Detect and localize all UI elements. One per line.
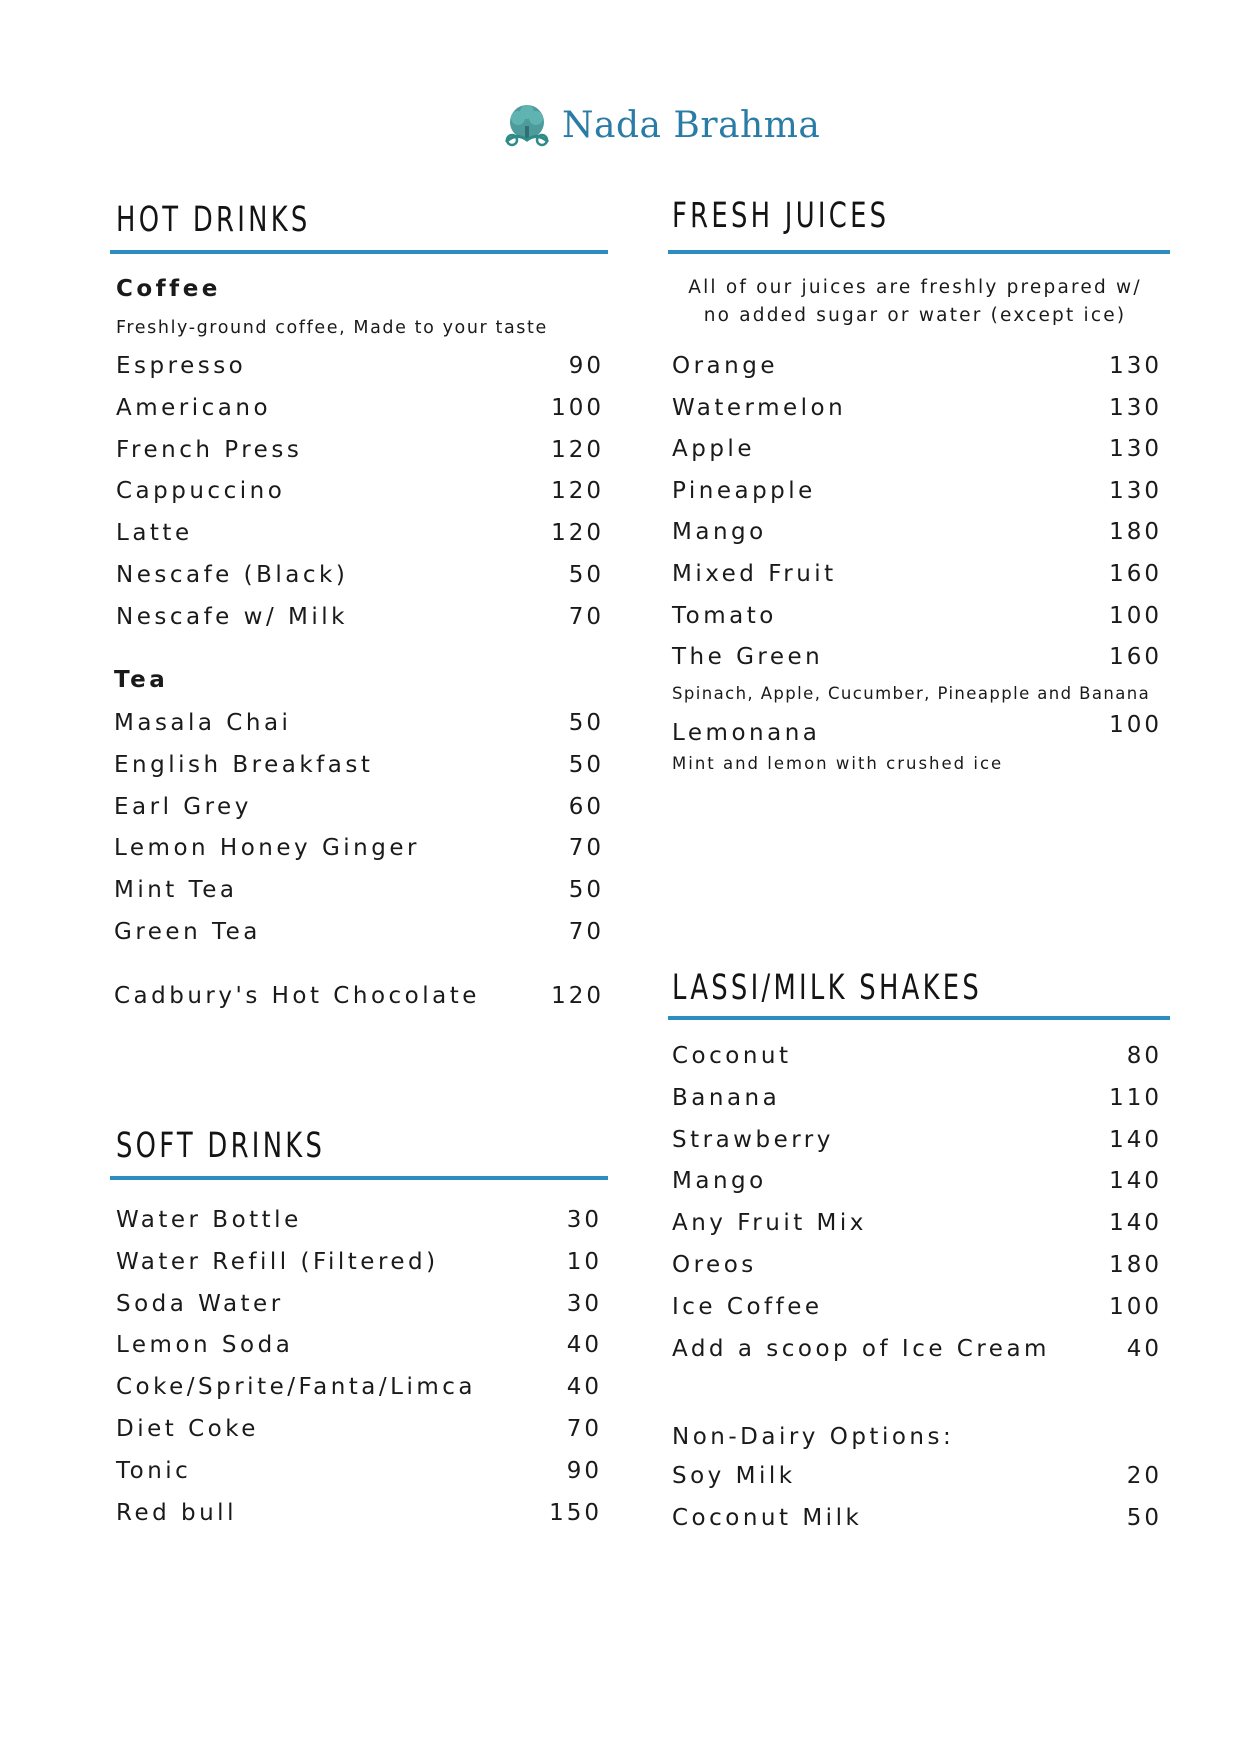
menu-item-name: Tonic bbox=[116, 1457, 192, 1484]
menu-item-row bbox=[116, 350, 604, 382]
menu-item-price: 130 bbox=[1109, 436, 1162, 463]
menu-item-row bbox=[114, 832, 604, 864]
menu-item-name: Any Fruit Mix bbox=[672, 1210, 867, 1237]
menu-item-name: Pineapple bbox=[672, 477, 816, 504]
non-dairy-heading: Non-Dairy Options: bbox=[672, 1424, 955, 1450]
menu-item-row bbox=[116, 1246, 602, 1278]
menu-item-row bbox=[116, 1204, 602, 1236]
menu-item-price: 140 bbox=[1109, 1126, 1162, 1153]
menu-item-row bbox=[672, 1124, 1162, 1156]
menu-item-name: Tomato bbox=[672, 602, 777, 629]
menu-item-name: Coconut bbox=[672, 1043, 792, 1069]
menu-item-name: The Green bbox=[672, 644, 824, 671]
hot-drinks-divider bbox=[110, 250, 608, 254]
menu-item-row bbox=[672, 1460, 1162, 1492]
menu-item-price: 90 bbox=[568, 353, 604, 379]
menu-item-row bbox=[116, 392, 604, 424]
menu-item-row bbox=[672, 1165, 1162, 1197]
menu-item-row bbox=[672, 392, 1162, 424]
menu-item-name: Diet Coke bbox=[116, 1416, 259, 1442]
menu-item-name: Espresso bbox=[116, 353, 247, 379]
menu-item-name: French Press bbox=[116, 436, 303, 463]
menu-item-name: Watermelon bbox=[672, 394, 847, 421]
menu-item-row bbox=[114, 916, 604, 948]
menu-item-row bbox=[672, 558, 1162, 590]
the-green-note: Spinach, Apple, Cucumber, Pineapple and Banana bbox=[672, 684, 1151, 703]
menu-item-row bbox=[672, 1040, 1162, 1072]
menu-item-price: 110 bbox=[1109, 1084, 1162, 1111]
menu-item-price: 70 bbox=[568, 919, 604, 945]
menu-item-price: 50 bbox=[568, 877, 604, 904]
menu-item-name: Strawberry bbox=[672, 1126, 834, 1153]
lemonana-note: Mint and lemon with crushed ice bbox=[672, 754, 1004, 773]
menu-item-name: Coconut Milk bbox=[672, 1504, 863, 1531]
menu-item-price: 100 bbox=[1109, 1293, 1162, 1320]
menu-item-price: 30 bbox=[566, 1290, 602, 1317]
menu-item-row bbox=[116, 1371, 602, 1403]
menu-item-name: Red bull bbox=[116, 1499, 237, 1526]
menu-item-name: Apple bbox=[672, 436, 755, 463]
menu-item-row bbox=[116, 1455, 602, 1487]
menu-item-price: 30 bbox=[566, 1207, 602, 1233]
menu-item-row bbox=[114, 749, 604, 781]
menu-item-price: 50 bbox=[568, 751, 604, 778]
hot-chocolate-row bbox=[114, 980, 604, 1012]
menu-item-price: 140 bbox=[1109, 1168, 1162, 1195]
menu-item-price: 90 bbox=[566, 1457, 602, 1484]
menu-item-price: 40 bbox=[1126, 1335, 1162, 1362]
menu-item-name: Soy Milk bbox=[672, 1463, 796, 1489]
menu-item-name: Cappuccino bbox=[116, 478, 286, 505]
menu-item-row bbox=[672, 433, 1162, 465]
menu-item-price: 70 bbox=[566, 1416, 602, 1442]
menu-item-name: Masala Chai bbox=[114, 710, 292, 736]
menu-item-row bbox=[116, 517, 604, 549]
menu-item-row bbox=[672, 1291, 1162, 1323]
menu-item-name: Green Tea bbox=[114, 919, 261, 945]
menu-item-price: 10 bbox=[566, 1248, 602, 1275]
menu-item-row bbox=[116, 1497, 602, 1529]
menu-item-row bbox=[672, 1207, 1162, 1239]
menu-item-name: Mango bbox=[672, 519, 767, 546]
menu-item-price: 160 bbox=[1109, 644, 1162, 671]
menu-item-row bbox=[116, 1288, 602, 1320]
menu-item-row bbox=[672, 1333, 1162, 1365]
menu-item-price: 120 bbox=[551, 436, 604, 463]
fresh-juices-title: FRESH JUICES bbox=[672, 196, 890, 236]
brand-name: Nada Brahma bbox=[562, 104, 821, 146]
menu-item-row bbox=[114, 791, 604, 823]
menu-item-row bbox=[672, 516, 1162, 548]
menu-item-price: 40 bbox=[566, 1332, 602, 1359]
menu-item-price: 150 bbox=[549, 1499, 602, 1526]
soft-drinks-divider bbox=[110, 1176, 608, 1180]
menu-item-name: Add a scoop of Ice Cream bbox=[672, 1335, 1050, 1362]
lassi-title: LASSI/MILK SHAKES bbox=[672, 968, 983, 1008]
menu-item-name: Latte bbox=[116, 520, 193, 547]
lassi-divider bbox=[668, 1016, 1170, 1020]
menu-item-name: Soda Water bbox=[116, 1290, 284, 1317]
menu-item-row bbox=[672, 475, 1162, 507]
menu-item-price: 130 bbox=[1109, 394, 1162, 421]
menu-item-name: Lemon Soda bbox=[116, 1332, 294, 1359]
menu-item-name: Water Bottle bbox=[116, 1207, 302, 1233]
tea-heading: Tea bbox=[114, 667, 169, 693]
menu-item-row bbox=[116, 559, 604, 591]
menu-item-row bbox=[114, 874, 604, 906]
menu-item-price: 60 bbox=[568, 793, 604, 820]
menu-item-name: Nescafe (Black) bbox=[116, 562, 349, 588]
coffee-note: Freshly-ground coffee, Made to your taste bbox=[116, 318, 548, 338]
brand-logo bbox=[498, 100, 820, 150]
menu-item-row bbox=[116, 434, 604, 466]
menu-item-price: 50 bbox=[568, 562, 604, 588]
menu-item-row bbox=[672, 641, 1162, 673]
menu-item-price: 180 bbox=[1109, 1252, 1162, 1278]
fresh-juices-divider bbox=[668, 250, 1170, 254]
menu-item-name: Lemonana bbox=[672, 720, 821, 746]
menu-item-row bbox=[672, 1082, 1162, 1114]
menu-item-name: Ice Coffee bbox=[672, 1293, 823, 1320]
menu-item-name: Oreos bbox=[672, 1252, 757, 1278]
menu-item-price: 160 bbox=[1109, 561, 1162, 587]
menu-item-name: Earl Grey bbox=[114, 793, 252, 820]
menu-item-name: Mixed Fruit bbox=[672, 561, 837, 587]
menu-item-price: 140 bbox=[1109, 1210, 1162, 1237]
menu-item-name: Mango bbox=[672, 1168, 767, 1195]
menu-item-price: 130 bbox=[1109, 353, 1162, 379]
menu-item-name: Americano bbox=[116, 394, 272, 421]
menu-item-row bbox=[114, 707, 604, 739]
menu-item-row bbox=[672, 1249, 1162, 1281]
menu-item-price: 50 bbox=[568, 710, 604, 736]
lemonana-row bbox=[672, 712, 1162, 744]
menu-item-name: Coke/Sprite/Fanta/Limca bbox=[116, 1374, 476, 1401]
soft-drinks-title: SOFT DRINKS bbox=[116, 1126, 326, 1166]
menu-item-row bbox=[116, 601, 604, 633]
menu-item-price: 100 bbox=[551, 394, 604, 421]
menu-item-name: English Breakfast bbox=[114, 751, 374, 778]
menu-item-price: 80 bbox=[1126, 1043, 1162, 1069]
menu-item-row bbox=[116, 1413, 602, 1445]
menu-item-row bbox=[116, 475, 604, 507]
menu-item-name: Water Refill (Filtered) bbox=[116, 1248, 439, 1275]
menu-item-price: 130 bbox=[1109, 477, 1162, 504]
menu-item-price: 120 bbox=[551, 520, 604, 547]
juices-intro: All of our juices are freshly prepared w/ no added sugar or water (except ice) bbox=[688, 277, 1142, 326]
menu-item-price: 70 bbox=[568, 835, 604, 862]
menu-item-name: Mint Tea bbox=[114, 877, 238, 904]
menu-item-price: 100 bbox=[1109, 712, 1162, 738]
menu-item-price: 120 bbox=[551, 983, 604, 1009]
menu-item-row bbox=[672, 600, 1162, 632]
hot-drinks-title: HOT DRINKS bbox=[116, 200, 311, 240]
menu-item-price: 50 bbox=[1126, 1504, 1162, 1531]
coffee-heading: Coffee bbox=[116, 276, 221, 302]
menu-item-price: 180 bbox=[1109, 519, 1162, 546]
menu-item-price: 20 bbox=[1126, 1463, 1162, 1489]
menu-item-row bbox=[672, 1502, 1162, 1534]
menu-item-name: Orange bbox=[672, 353, 778, 379]
menu-item-price: 40 bbox=[566, 1374, 602, 1401]
menu-item-name: Cadbury's Hot Chocolate bbox=[114, 983, 480, 1009]
tree-logo-icon bbox=[498, 102, 556, 148]
menu-item-row bbox=[116, 1329, 602, 1361]
menu-item-name: Lemon Honey Ginger bbox=[114, 835, 420, 862]
menu-item-row bbox=[672, 350, 1162, 382]
menu-item-price: 120 bbox=[551, 478, 604, 505]
menu-item-name: Banana bbox=[672, 1084, 781, 1111]
menu-item-price: 100 bbox=[1109, 602, 1162, 629]
menu-item-price: 70 bbox=[568, 603, 604, 630]
menu-item-name: Nescafe w/ Milk bbox=[116, 603, 348, 630]
